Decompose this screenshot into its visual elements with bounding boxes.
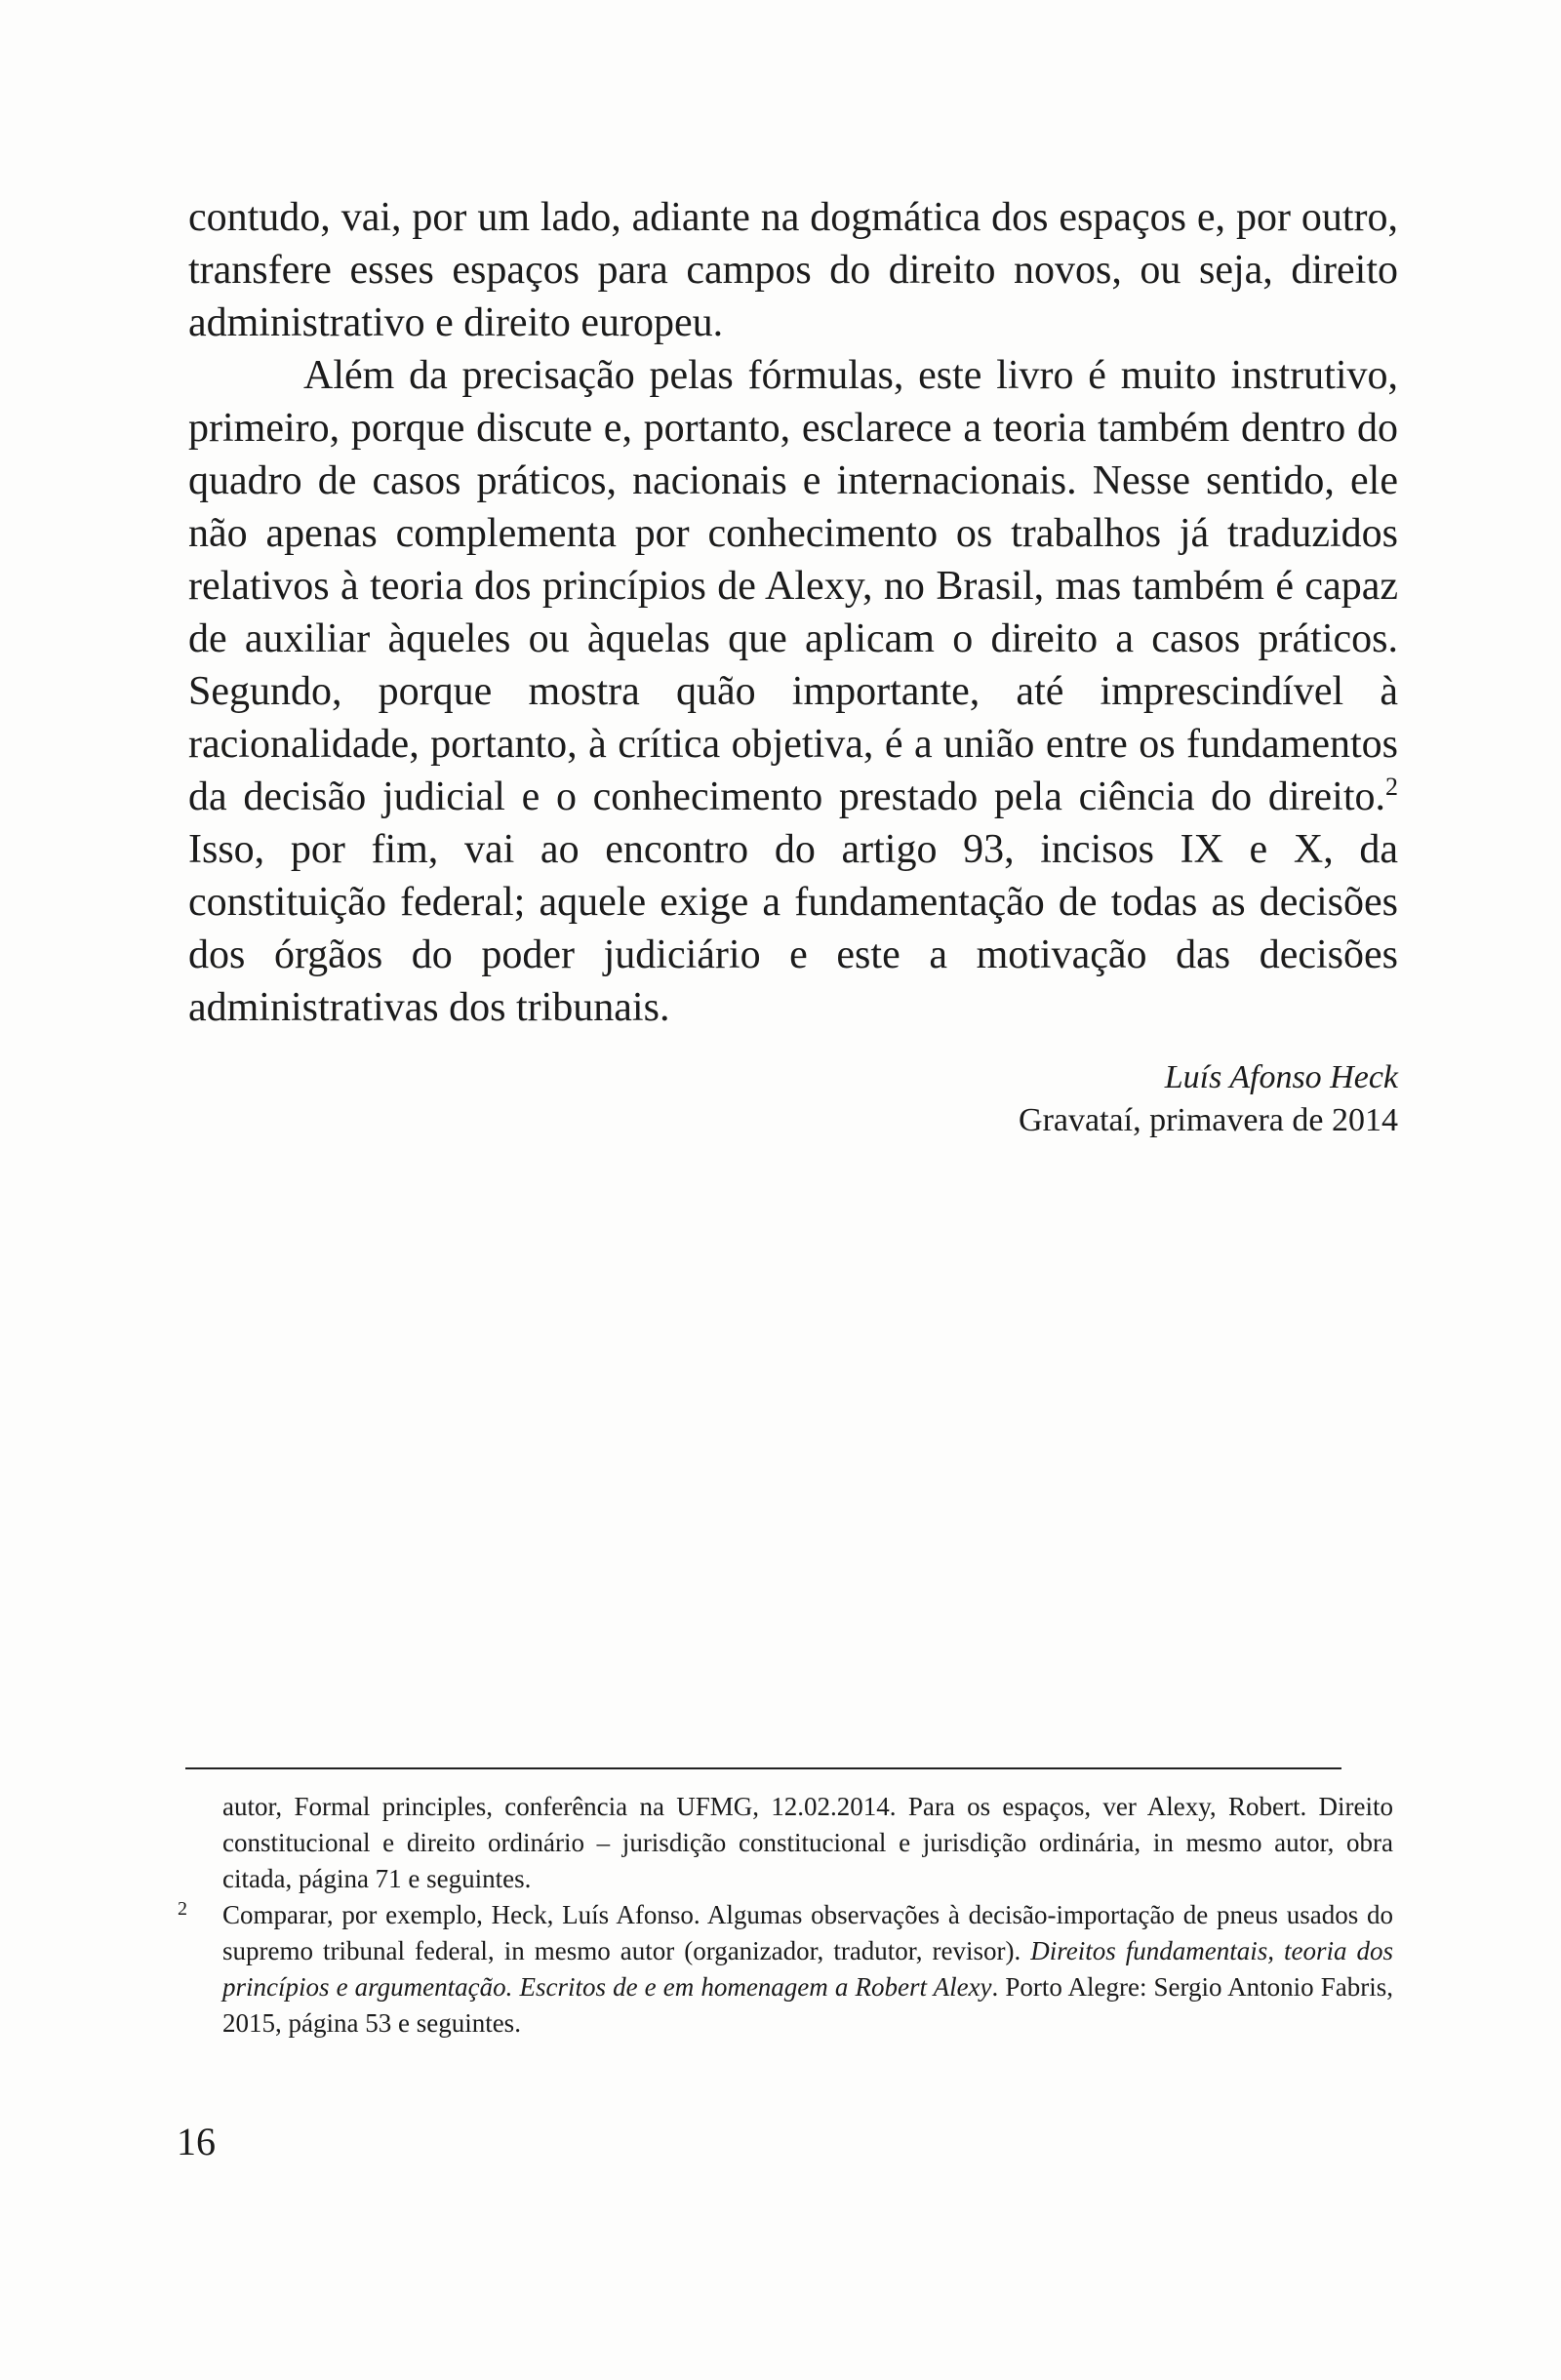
footnote-reference[interactable]: 2 <box>1385 773 1398 801</box>
page-number: 16 <box>177 2120 216 2163</box>
paragraph-2-text-b: Isso, por fim, vai ao encontro do artigo 93, incisos IX e X, da constituição federal; aquele exige a fundamentação de todas as decisões dos órgãos do poder judiciário e este a motivação das decisões administrativas dos tribunais. <box>188 827 1398 1030</box>
signature-place-date: Gravataí, primavera de 2014 <box>1019 1102 1398 1138</box>
footnote-2-text: Comparar, por exemplo, Heck, Luís Afonso. Algumas observações à decisão-importação de pneus usados do supremo tribunal federal, in mesmo autor (organizador, tradutor, revisor). <box>222 1900 1393 1965</box>
footnote-2-text-end: . Porto Alegre: Sergio Antonio Fabris, 2015, página 53 e seguintes. <box>222 1972 1394 2038</box>
footnote-2 <box>178 1897 1394 2042</box>
main-text <box>188 191 1398 1034</box>
paragraph-2-text-a: Além da precisação pelas fórmulas, este livro é muito instrutivo, primeiro, porque discute e, portanto, esclarece a teoria também dentro do quadro de casos práticos, nacionais e internacionais. Nesse sentido, ele não apenas complementa por conhecimento os trabalhos já traduzidos relativos à teoria dos princípios de Alexy, no Brasil, mas também é capaz de auxiliar àqueles ou àquelas que aplicam o direito a casos práticos. Segundo, porque mostra quão importante, até imprescindível à racionalidade, portanto, à crítica objetiva, é a união entre os fundamentos da decisão judicial e o conhecimento prestado pela ciência do direito. <box>188 353 1398 819</box>
footnote-divider <box>185 1767 1341 1769</box>
signature-block <box>1019 1056 1398 1142</box>
footnote-2-number: 2 <box>178 1898 187 1920</box>
paragraph-1 <box>188 191 1398 349</box>
footnote-continued: autor, Formal principles, conferência na UFMG, 12.02.2014. Para os espaços, ver Alexy, Robert. Direito constitucional e direito ordinário – jurisdição constitucional e jurisdição ordinária, in mesmo autor, obra citada, página 71 e seguintes. <box>222 1792 1393 1893</box>
paragraph-2 <box>188 349 1398 1034</box>
signature-author: Luís Afonso Heck <box>1164 1059 1398 1095</box>
paragraph-1-text: contudo, vai, por um lado, adiante na dogmática dos espaços e, por outro, transfere esses espaços para campos do direito novos, ou seja, direito administrativo e direito europeu. <box>188 195 1398 345</box>
footnote-2-title: Direitos fundamentais, teoria dos princípios e argumentação. Escritos de e em homenagem a Robert Alexy <box>222 1936 1393 2002</box>
footnotes <box>178 1789 1394 2042</box>
